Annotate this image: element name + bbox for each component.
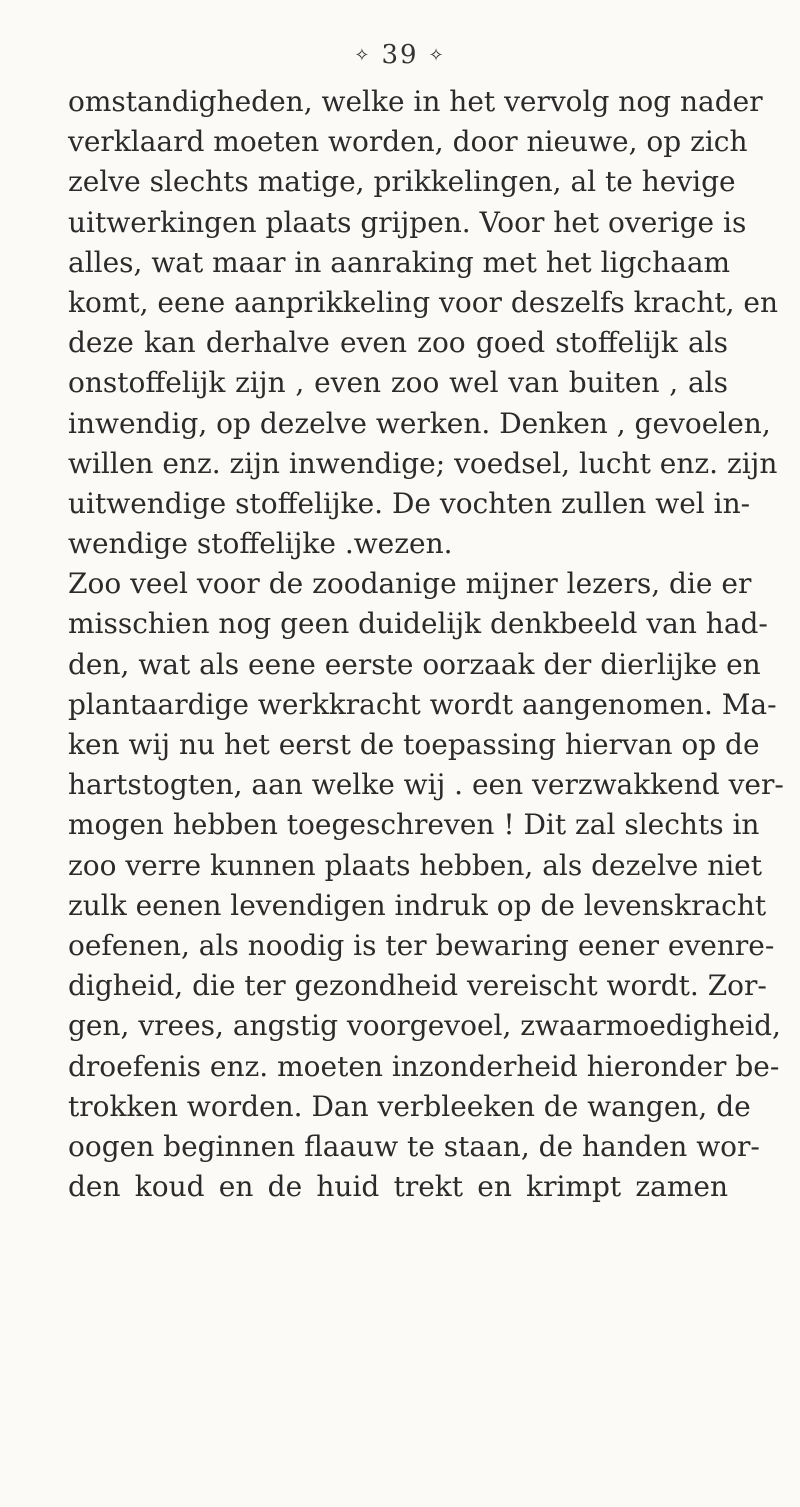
text-line: den koud en de huid trekt en krimpt zamen	[68, 1170, 728, 1204]
page-number: 39	[381, 40, 419, 70]
page-header	[0, 38, 800, 73]
text-line: Zoo veel voor de zoodanige mijner lezers, die er	[68, 567, 752, 601]
text-line: uitwerkingen plaats grijpen. Voor het overige is	[68, 205, 747, 239]
text-line: gen, vrees, angstig voorgevoel, zwaarmoedigheid,	[68, 1009, 781, 1043]
left-ornament-icon: ✧	[354, 45, 372, 66]
text-line: plantaardige werkkracht wordt aangenomen. Ma-	[68, 687, 777, 721]
text-line: zulk eenen levendigen indruk op de levenskracht	[68, 888, 767, 922]
text-line: droefenis enz. moeten inzonderheid hieronder be-	[68, 1049, 780, 1083]
text-line: digheid, die ter gezondheid vereischt wordt. Zor-	[68, 969, 767, 1003]
text-line: hartstogten, aan welke wij . een verzwakkend ver-	[68, 768, 784, 802]
page-body-text	[68, 82, 784, 1207]
text-line: omstandigheden, welke in het vervolg nog nader	[68, 85, 763, 118]
text-line: misschien nog geen duidelijk denkbeeld van had-	[68, 607, 768, 641]
text-line: ken wij nu het eerst de toepassing hiervan op de	[68, 728, 760, 761]
text-line: den, wat als eene eerste oorzaak der dierlijke en	[68, 647, 761, 681]
text-line: mogen hebben toegeschreven ! Dit zal slechts in	[68, 808, 760, 842]
text-line: deze kan derhalve even zoo goed stoffelijk als	[68, 326, 728, 360]
text-line: oefenen, als noodig is ter bewaring eener evenre-	[68, 928, 775, 962]
text-line: verklaard moeten worden, door nieuwe, op zich	[68, 125, 748, 159]
text-line: willen enz. zijn inwendige; voedsel, lucht enz. zijn	[68, 446, 778, 480]
text-line: zoo verre kunnen plaats hebben, als dezelve niet	[68, 848, 762, 882]
text-line: wendige stoffelijke .wezen.	[68, 527, 453, 561]
text-line: uitwendige stoffelijke. De vochten zullen wel in-	[68, 486, 751, 520]
text-line: oogen beginnen flaauw te staan, de handen wor-	[68, 1129, 760, 1163]
text-line: alles, wat maar in aanraking met het ligchaam	[68, 245, 731, 279]
text-line: zelve slechts matige, prikkelingen, al te hevige	[68, 165, 736, 199]
text-line: inwendig, op dezelve werken. Denken , gevoelen,	[68, 406, 771, 440]
text-line: trokken worden. Dan verbleeken de wangen, de	[68, 1089, 751, 1123]
text-line: onstoffelijk zijn , even zoo wel van buiten , als	[68, 366, 728, 400]
right-ornament-icon: ✧	[428, 45, 446, 66]
text-line: komt, eene aanprikkeling voor deszelfs kracht, en	[68, 285, 779, 319]
